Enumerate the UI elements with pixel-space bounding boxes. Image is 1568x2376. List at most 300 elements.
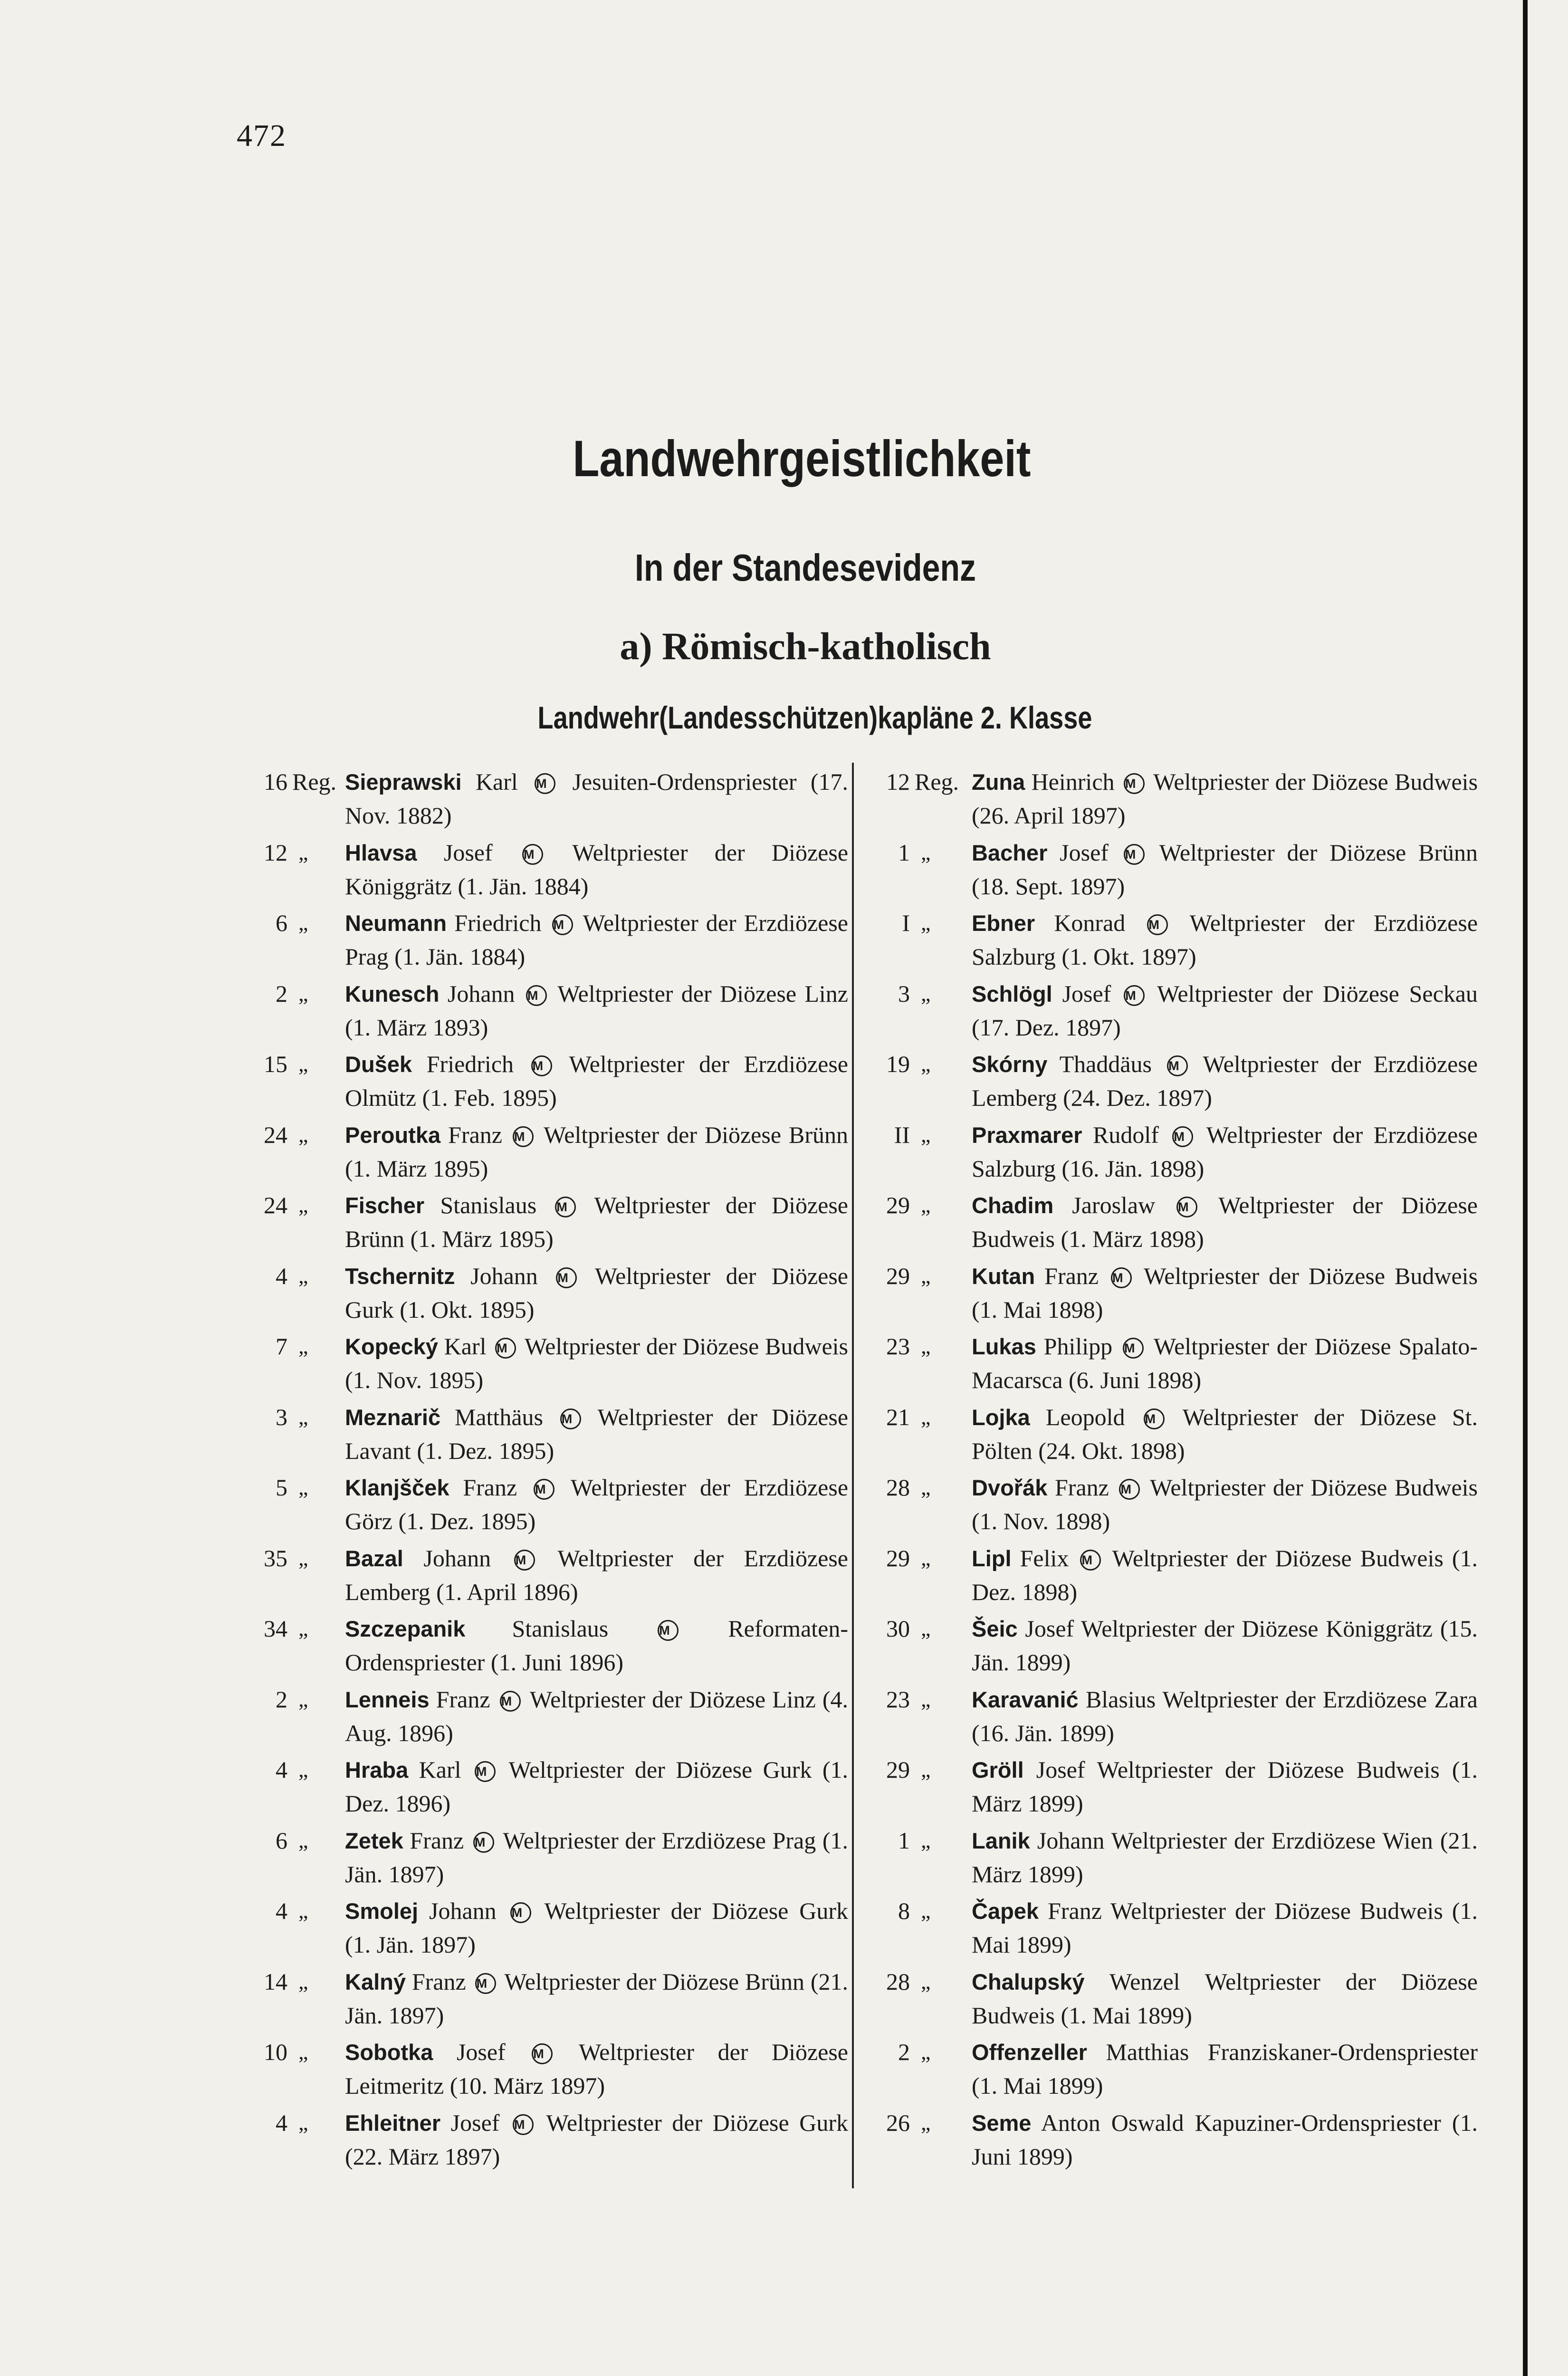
given-name: Philipp (1043, 1333, 1113, 1360)
circled-m-icon: M (475, 1761, 496, 1782)
given-name: Konrad (1054, 910, 1126, 936)
clergy-entry (233, 1118, 848, 1189)
clergy-entry (233, 1259, 848, 1330)
circled-m-icon: M (552, 914, 573, 935)
clergy-entry (233, 1894, 848, 1965)
surname: Šeic (972, 1616, 1018, 1641)
ditto-mark: „ (921, 1052, 931, 1076)
given-name: Johann (423, 1544, 491, 1571)
given-name: Franz (1054, 1474, 1109, 1501)
entry-text (972, 906, 1478, 973)
entry-text (972, 1118, 1478, 1185)
clergy-entry (233, 1047, 848, 1118)
ditto-mark: „ (921, 1757, 931, 1782)
clergy-entry (855, 1683, 1478, 1753)
surname: Dvořák (972, 1475, 1048, 1500)
given-name: Franz (411, 1968, 466, 1995)
class-heading: Landwehr(Landesschützen)kapläne 2. Klasse (537, 700, 1092, 735)
surname: Seme (972, 2110, 1032, 2136)
regiment-number: 34 (264, 1615, 287, 1642)
ditto-mark: „ (298, 2110, 308, 2135)
clergy-entry (855, 977, 1478, 1048)
entry-text (972, 2035, 1478, 2102)
regiment-number: 4 (276, 1756, 287, 1783)
entry-description: Weltpriester der Diözese Linz (1. März 1893) (345, 980, 848, 1041)
circled-m-icon: M (495, 1338, 516, 1359)
given-name: Blasius (1085, 1686, 1156, 1713)
given-name: Johann (447, 980, 515, 1007)
circled-m-icon: M (658, 1620, 679, 1641)
circled-m-icon: M (1124, 844, 1145, 865)
ditto-mark: „ (921, 1616, 931, 1640)
entry-text (972, 1400, 1478, 1467)
given-name: Matthäus (454, 1403, 543, 1430)
regiment-number: 6 (276, 1827, 287, 1854)
circled-m-icon: M (1119, 1479, 1140, 1500)
given-name: Karl (444, 1333, 487, 1360)
clergy-entry (855, 836, 1478, 907)
surname: Kopecký (345, 1334, 438, 1359)
circled-m-icon: M (475, 1973, 496, 1994)
ditto-mark: „ (298, 2040, 308, 2064)
ditto-mark: „ (298, 1757, 308, 1782)
entry-description: Weltpriester der Diözese Linz (4. Aug. 1896) (345, 1686, 849, 1746)
entry-text (345, 1612, 848, 1679)
given-name: Felix (1020, 1544, 1069, 1571)
ditto-mark: „ (298, 1193, 308, 1217)
surname: Smolej (345, 1898, 419, 1924)
ditto-mark: „ (298, 1898, 308, 1923)
entry-text (345, 1188, 848, 1255)
circled-m-icon: M (513, 1126, 534, 1147)
ditto-mark: „ (921, 1828, 931, 1852)
regiment-number: 28 (886, 1474, 910, 1501)
circled-m-icon: M (514, 1550, 535, 1571)
ditto-mark: „ (921, 1545, 931, 1570)
surname: Peroutka (345, 1122, 441, 1148)
ditto-mark: „ (921, 1263, 931, 1288)
given-name: Josef (1062, 980, 1111, 1007)
regiment-number: 24 (264, 1121, 287, 1148)
surname: Zuna (972, 769, 1025, 795)
given-name: Johann (1037, 1827, 1105, 1854)
entry-text (972, 1894, 1478, 1961)
entry-text (345, 1400, 848, 1467)
ditto-mark: „ (921, 1404, 931, 1429)
entry-description: Weltpriester der Diözese Budweis (1. März 1899) (972, 1756, 1478, 1817)
given-name: Karl (475, 768, 518, 795)
circled-m-icon: M (1123, 1338, 1144, 1359)
entry-description: Weltpriester der Erzdiözese Lemberg (24. Dez. 1897) (972, 1051, 1478, 1111)
entry-text (345, 1965, 848, 2032)
entry-text (345, 1542, 848, 1609)
column-divider (852, 763, 854, 2188)
circled-m-icon: M (534, 1479, 555, 1500)
circled-m-icon: M (473, 1832, 494, 1853)
regiment-number: 3 (276, 1403, 287, 1430)
regiment-number: 24 (264, 1192, 287, 1218)
surname: Ehleitner (345, 2110, 441, 2136)
regiment-number: 5 (276, 1474, 287, 1501)
regiment-number: 23 (886, 1333, 910, 1360)
clergy-entry (233, 2106, 848, 2177)
regiment-number: 4 (276, 1262, 287, 1289)
regiment-number: 26 (886, 2109, 910, 2136)
ditto-mark: „ (298, 1475, 308, 1499)
right-column (855, 765, 1478, 2170)
entry-text (972, 1047, 1478, 1114)
given-name: Stanislaus (512, 1615, 609, 1642)
entry-text (345, 1894, 848, 1961)
given-name: Josef (1060, 839, 1109, 866)
ditto-mark: „ (921, 1334, 931, 1358)
clergy-entry (855, 2035, 1478, 2106)
given-name: Karl (419, 1756, 461, 1783)
given-name: Josef (450, 2109, 500, 2136)
circled-m-icon: M (1124, 985, 1145, 1006)
clergy-entry (855, 1542, 1478, 1612)
entry-text (345, 1824, 848, 1891)
circled-m-icon: M (1147, 914, 1168, 935)
surname: Ebner (972, 910, 1035, 936)
given-name: Stanislaus (440, 1192, 537, 1218)
circled-m-icon: M (1167, 1055, 1188, 1076)
entry-text (972, 977, 1478, 1044)
entry-text (345, 906, 848, 973)
surname: Bacher (972, 840, 1048, 865)
ditto-mark: „ (921, 2040, 931, 2064)
clergy-entry (855, 1965, 1478, 2036)
regiment-number: 2 (276, 980, 287, 1007)
given-name: Josef (1025, 1615, 1074, 1642)
page-title: Landwehrgeistlichkeit (573, 430, 1031, 487)
entry-text (345, 1330, 848, 1397)
given-name: Franz (448, 1121, 502, 1148)
regiment-number: 1 (898, 1827, 910, 1854)
given-name: Thaddäus (1059, 1051, 1152, 1077)
given-name: Friedrich (426, 1051, 514, 1077)
surname: Karavanić (972, 1686, 1079, 1712)
entry-description: Weltpriester der Erzdiözese Lemberg (1. April 1896) (345, 1544, 848, 1605)
given-name: Rudolf (1093, 1121, 1159, 1148)
ditto-mark: „ (298, 1404, 308, 1429)
entry-description: Weltpriester der Erzdiözese Görz (1. Dez. 1895) (345, 1474, 849, 1534)
entry-text (972, 1965, 1478, 2032)
entry-description: Weltpriester der Diözese Leitmeritz (10. März 1897) (345, 2039, 848, 2099)
ditto-mark: „ (298, 1828, 308, 1852)
entry-text (345, 765, 848, 832)
regiment-number: 10 (264, 2039, 287, 2065)
circled-m-icon: M (1172, 1126, 1193, 1147)
clergy-entry (233, 765, 848, 836)
ditto-mark: „ (921, 1193, 931, 1217)
clergy-entry (233, 1612, 848, 1683)
page-edge-rule (1523, 0, 1528, 2376)
entry-text (972, 1330, 1478, 1397)
regiment-number: 12 (886, 768, 910, 795)
regiment-number: 23 (886, 1686, 910, 1713)
ditto-mark: „ (298, 1616, 308, 1640)
entry-description: Weltpriester der Diözese Budweis (1. Dez. 1898) (972, 1544, 1478, 1605)
circled-m-icon: M (1144, 1408, 1165, 1429)
entry-text (972, 2106, 1478, 2173)
regiment-number: 4 (276, 1897, 287, 1924)
section-heading: a) Römisch-katholisch (620, 624, 991, 668)
clergy-entry (855, 1824, 1478, 1895)
surname: Skórny (972, 1052, 1048, 1077)
ditto-mark: „ (921, 1969, 931, 1993)
surname: Gröll (972, 1757, 1024, 1782)
ditto-mark: „ (298, 1263, 308, 1288)
surname: Kunesch (345, 981, 440, 1006)
entry-description: Weltpriester der Diözese Gurk (1. Dez. 1896) (345, 1756, 848, 1817)
surname: Hlavsa (345, 840, 417, 865)
surname: Lanik (972, 1828, 1030, 1853)
clergy-entry (233, 977, 848, 1048)
regiment-number: 14 (264, 1968, 287, 1995)
circled-m-icon: M (526, 985, 547, 1006)
entry-text (345, 836, 848, 903)
clergy-entry (233, 1471, 848, 1542)
surname: Sieprawski (345, 769, 462, 795)
given-name: Franz (1048, 1897, 1102, 1924)
circled-m-icon: M (532, 2043, 553, 2064)
page-number: 472 (237, 118, 287, 153)
given-name: Leopold (1045, 1403, 1125, 1430)
surname: Zetek (345, 1828, 403, 1853)
regiment-number: 29 (886, 1544, 910, 1571)
entry-text (972, 765, 1478, 832)
clergy-entry (233, 1753, 848, 1824)
given-name: Heinrich (1031, 768, 1115, 795)
regiment-number: 4 (276, 2109, 287, 2136)
regiment-number: 8 (898, 1897, 910, 1924)
entry-description: Weltpriester der Diözese Königgrätz (1. Jän. 1884) (345, 839, 849, 900)
entry-text (972, 1612, 1478, 1679)
given-name: Franz (463, 1474, 517, 1501)
given-name: Friedrich (454, 910, 542, 936)
surname: Klanjšček (345, 1475, 449, 1500)
regiment-number: 12 (264, 839, 287, 866)
entry-description: Weltpriester der Erzdiözese Olmütz (1. Feb. 1895) (345, 1051, 848, 1111)
given-name: Josef (443, 839, 493, 866)
entry-description: Weltpriester der Diözese Budweis (1. Mai 1899) (972, 1897, 1478, 1958)
clergy-entry (855, 1259, 1478, 1330)
clergy-entry (855, 2106, 1478, 2177)
clergy-entry (855, 1047, 1478, 1118)
clergy-entry (855, 1118, 1478, 1189)
given-name: Jaroslaw (1072, 1192, 1156, 1218)
entry-text (345, 1471, 848, 1538)
left-column (233, 765, 849, 2170)
given-name: Josef (1036, 1756, 1085, 1783)
circled-m-icon: M (1111, 1267, 1132, 1288)
ditto-mark: „ (921, 1686, 931, 1711)
entry-description: Weltpriester der Diözese Budweis (26. April 1897) (972, 768, 1478, 829)
entry-description: Weltpriester der Erzdiözese Zara (16. Jän. 1899) (972, 1686, 1478, 1746)
entry-description: Weltpriester der Erzdiözese Prag (1. Jän. 1897) (345, 1827, 849, 1887)
entry-description: Weltpriester der Diözese St. Pölten (24. Okt. 1898) (972, 1403, 1478, 1464)
entry-text (345, 977, 848, 1044)
regiment-number: 29 (886, 1756, 910, 1783)
given-name: Anton Oswald (1041, 2109, 1184, 2136)
entry-description: Weltpriester der Erzdiözese Salzburg (16. Jän. 1898) (972, 1121, 1478, 1182)
entry-description: Weltpriester der Diözese Lavant (1. Dez. 1895) (345, 1403, 849, 1464)
surname: Kutan (972, 1263, 1035, 1289)
entry-description: Weltpriester der Diözese Budweis (1. Nov. 1898) (972, 1474, 1478, 1534)
entry-description: Weltpriester der Erzdiözese Wien (21. März 1899) (972, 1827, 1478, 1887)
clergy-entry (855, 1330, 1478, 1400)
surname: Meznarič (345, 1404, 441, 1430)
entry-text (972, 836, 1478, 903)
given-name: Matthias (1106, 2039, 1189, 2065)
entry-description: Weltpriester der Diözese Budweis (1. Mai 1898) (972, 1262, 1478, 1323)
clergy-entry (855, 1612, 1478, 1683)
ditto-mark: „ (298, 840, 308, 864)
circled-m-icon: M (1176, 1197, 1197, 1217)
surname: Praxmarer (972, 1122, 1082, 1148)
surname: Sobotka (345, 2040, 433, 2065)
regiment-number: 15 (264, 1051, 287, 1077)
regiment-number: 16 (264, 768, 287, 795)
ditto-mark: „ (298, 1052, 308, 1076)
ditto-mark: „ (921, 840, 931, 864)
entry-description: Kapuziner-Ordenspriester (1. Juni 1899) (972, 2109, 1478, 2170)
clergy-entry (233, 2035, 848, 2106)
entry-description: Weltpriester der Diözese Gurk (22. März 1897) (345, 2109, 848, 2170)
entry-text (345, 2106, 848, 2173)
surname: Dušek (345, 1052, 412, 1077)
entry-description: Franziskaner-Ordenspriester (1. Mai 1899) (972, 2039, 1478, 2099)
entry-description: Reformaten-Ordenspriester (1. Juni 1896) (345, 1615, 848, 1676)
regiment-number: 3 (898, 980, 910, 1007)
surname: Offenzeller (972, 2040, 1087, 2065)
circled-m-icon: M (522, 844, 543, 865)
circled-m-icon: M (531, 1055, 552, 1076)
regiment-number: 19 (886, 1051, 910, 1077)
regiment-number: 6 (276, 910, 287, 936)
surname: Schlögl (972, 981, 1052, 1006)
regiment-number: 29 (886, 1192, 910, 1218)
entry-text (972, 1471, 1478, 1538)
clergy-entry (233, 1683, 848, 1753)
given-name: Franz (1044, 1262, 1099, 1289)
surname: Lojka (972, 1404, 1030, 1430)
surname: Lipl (972, 1545, 1012, 1571)
entry-text (972, 1188, 1478, 1255)
surname: Neumann (345, 910, 447, 936)
entry-description: Weltpriester der Diözese Brünn (21. Jän. 1897) (345, 1968, 849, 2029)
clergy-entry (855, 1471, 1478, 1542)
regiment-number: 21 (886, 1403, 910, 1430)
surname: Kalný (345, 1969, 406, 1994)
circled-m-icon: M (1124, 773, 1145, 794)
surname: Čapek (972, 1898, 1039, 1924)
circled-m-icon: M (500, 1691, 521, 1712)
ditto-mark: „ (298, 1122, 308, 1147)
entry-text (972, 1542, 1478, 1609)
clergy-entry (233, 1400, 848, 1471)
entry-text (345, 1259, 848, 1326)
regiment-number: 2 (276, 1686, 287, 1713)
surname: Hraba (345, 1757, 409, 1782)
circled-m-icon: M (513, 2114, 534, 2135)
clergy-entry (855, 1188, 1478, 1259)
regiment-number: 7 (276, 1333, 287, 1360)
clergy-entry (855, 1400, 1478, 1471)
entry-description: Weltpriester der Diözese Brünn (1. März 1895) (345, 1192, 848, 1252)
surname: Tschernitz (345, 1263, 455, 1289)
regiment-number: I (902, 910, 910, 936)
entry-text (972, 1753, 1478, 1820)
entry-description: Weltpriester der Diözese Seckau (17. Dez. 1897) (972, 980, 1478, 1041)
given-name: Franz (436, 1686, 490, 1713)
regiment-number: 29 (886, 1262, 910, 1289)
clergy-entry (855, 1894, 1478, 1965)
ditto-mark: „ (921, 1475, 931, 1499)
clergy-entry (233, 1542, 848, 1612)
clergy-entry (233, 1965, 848, 2036)
ditto-mark: „ (298, 1545, 308, 1570)
given-name: Franz (410, 1827, 464, 1854)
circled-m-icon: M (510, 1902, 531, 1923)
entry-text (345, 1683, 848, 1750)
entry-description: Weltpriester der Diözese Brünn (1. März 1895) (345, 1121, 849, 1182)
clergy-entry (855, 1753, 1478, 1824)
ditto-mark: „ (921, 2110, 931, 2135)
regiment-number: 28 (886, 1968, 910, 1995)
circled-m-icon: M (555, 1197, 576, 1217)
entry-description: Jesuiten-Ordenspriester (17. Nov. 1882) (345, 768, 849, 829)
entry-description: Weltpriester der Diözese Budweis (1. Nov. 1895) (345, 1333, 849, 1393)
regiment-number: 35 (264, 1544, 287, 1571)
clergy-entry (233, 1330, 848, 1400)
entry-description: Weltpriester der Diözese Budweis (1. Mai 1899) (972, 1968, 1478, 2029)
ditto-mark: „ (298, 1686, 308, 1711)
regiment-number: 30 (886, 1615, 910, 1642)
surname: Lenneis (345, 1686, 430, 1712)
given-name: Johann (429, 1897, 497, 1924)
clergy-entry (233, 836, 848, 907)
entry-text (972, 1259, 1478, 1326)
surname: Chalupský (972, 1969, 1085, 1994)
regiment-number: 2 (898, 2039, 910, 2065)
surname: Lukas (972, 1334, 1036, 1359)
entry-text (972, 1683, 1478, 1750)
regiment-abbreviation: Reg. (915, 768, 959, 795)
ditto-mark: „ (298, 981, 308, 1006)
clergy-entry (855, 765, 1478, 836)
clergy-entry (233, 1824, 848, 1895)
surname: Bazal (345, 1545, 403, 1571)
entry-description: Weltpriester der Diözese Gurk (1. Jän. 1897) (345, 1897, 849, 1958)
ditto-mark: „ (921, 910, 931, 935)
clergy-entry (233, 1188, 848, 1259)
entry-text (345, 1118, 848, 1185)
clergy-entry (233, 906, 848, 977)
entry-description: Weltpriester der Erzdiözese Prag (1. Jän. 1884) (345, 910, 848, 970)
surname: Szczepanik (345, 1616, 466, 1641)
regiment-number: 1 (898, 839, 910, 866)
surname: Chadim (972, 1193, 1054, 1218)
ditto-mark: „ (921, 981, 931, 1006)
entry-description: Weltpriester der Diözese Budweis (1. März 1898) (972, 1192, 1478, 1252)
ditto-mark: „ (298, 910, 308, 935)
circled-m-icon: M (1080, 1550, 1101, 1571)
entry-text (345, 2035, 848, 2102)
entry-text (345, 1753, 848, 1820)
regiment-abbreviation: Reg. (292, 768, 337, 795)
